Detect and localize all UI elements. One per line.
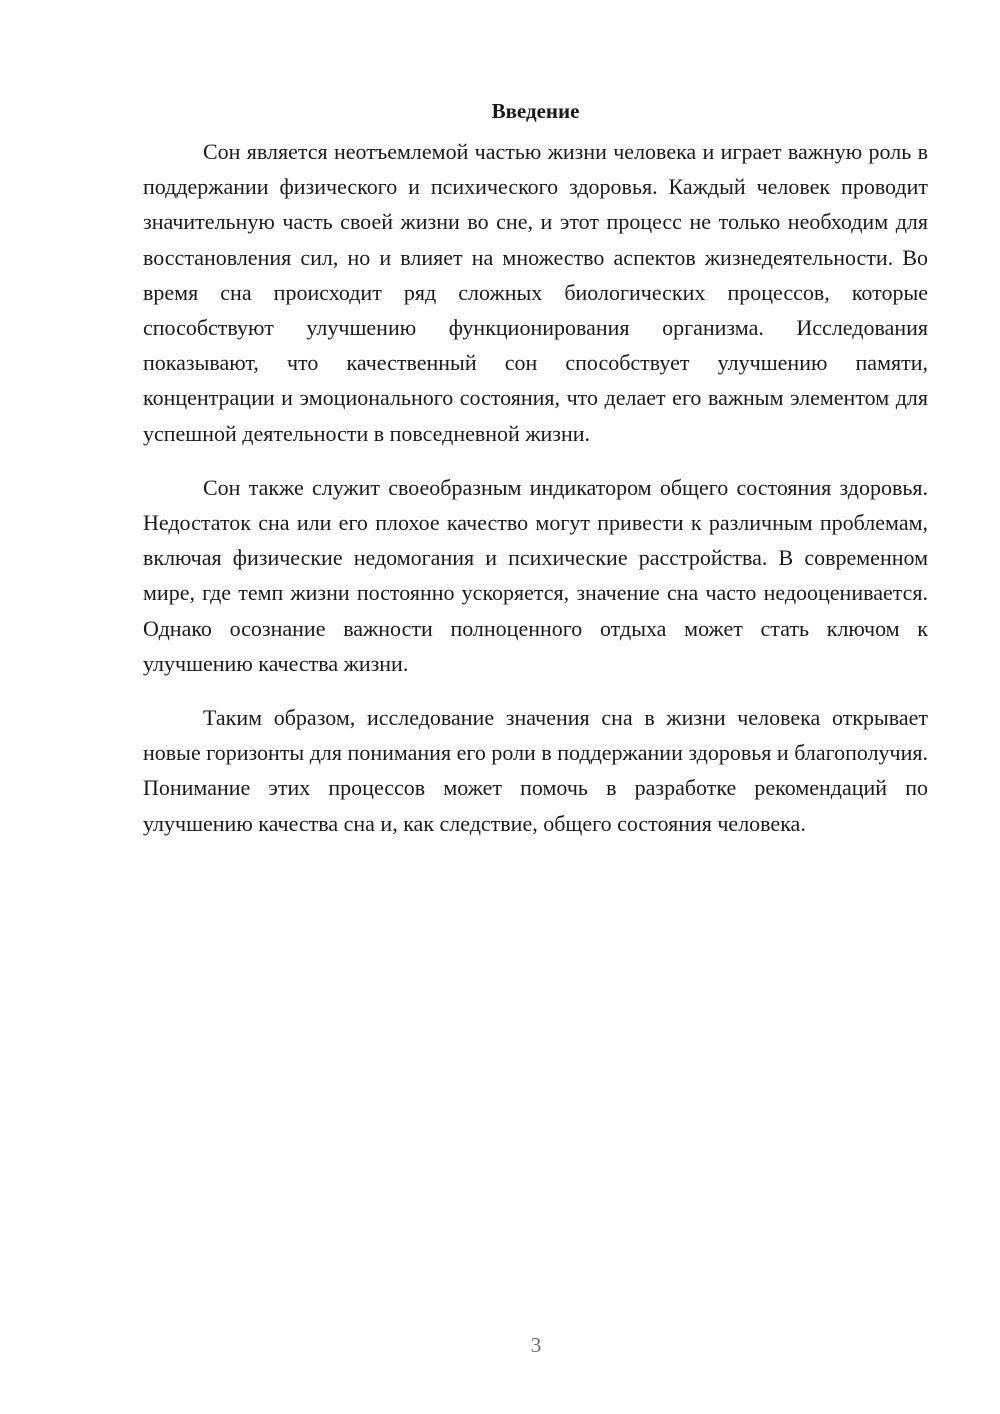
page-number: 3 xyxy=(530,1333,542,1357)
page-content xyxy=(143,94,928,860)
section-heading: Введение xyxy=(491,99,580,123)
paragraph-2: Сон также служит своеобразным индикатором общего состояния здоровья. Недостаток сна или его плохое качество могут привести к различным проблемам, включая физические недомогания и психические расстройства. В современном мире, где темп жизни постоянно ускоряется, значение сна часто недооценивается. Однако осознание важности полноценного отдыха может стать ключом к улучшению качества жизни. xyxy=(143,474,928,676)
paragraph-1: Сон является неотъемлемой частью жизни человека и играет важную роль в поддержании физического и психического здоровья. Каждый человек проводит значительную часть своей жизни во сне, и этот процесс не только необходим для восстановления сил, но и влияет на множество аспектов жизнедеятельности. Во время сна происходит ряд сложных биологических процессов, которые способствуют улучшению функционирования организма. Исследования показывают, что качественный сон способствует улучшению памяти, концентрации и эмоционального состояния, что делает его важным элементом для успешной деятельности в повседневной жизни. xyxy=(143,139,928,446)
paragraph-3: Таким образом, исследование значения сна в жизни человека открывает новые горизонты для понимания его роли в поддержании здоровья и благополучия. Понимание этих процессов может помочь в разработке рекомендаций по улучшению качества сна и, как следствие, общего состояния человека. xyxy=(143,705,928,836)
